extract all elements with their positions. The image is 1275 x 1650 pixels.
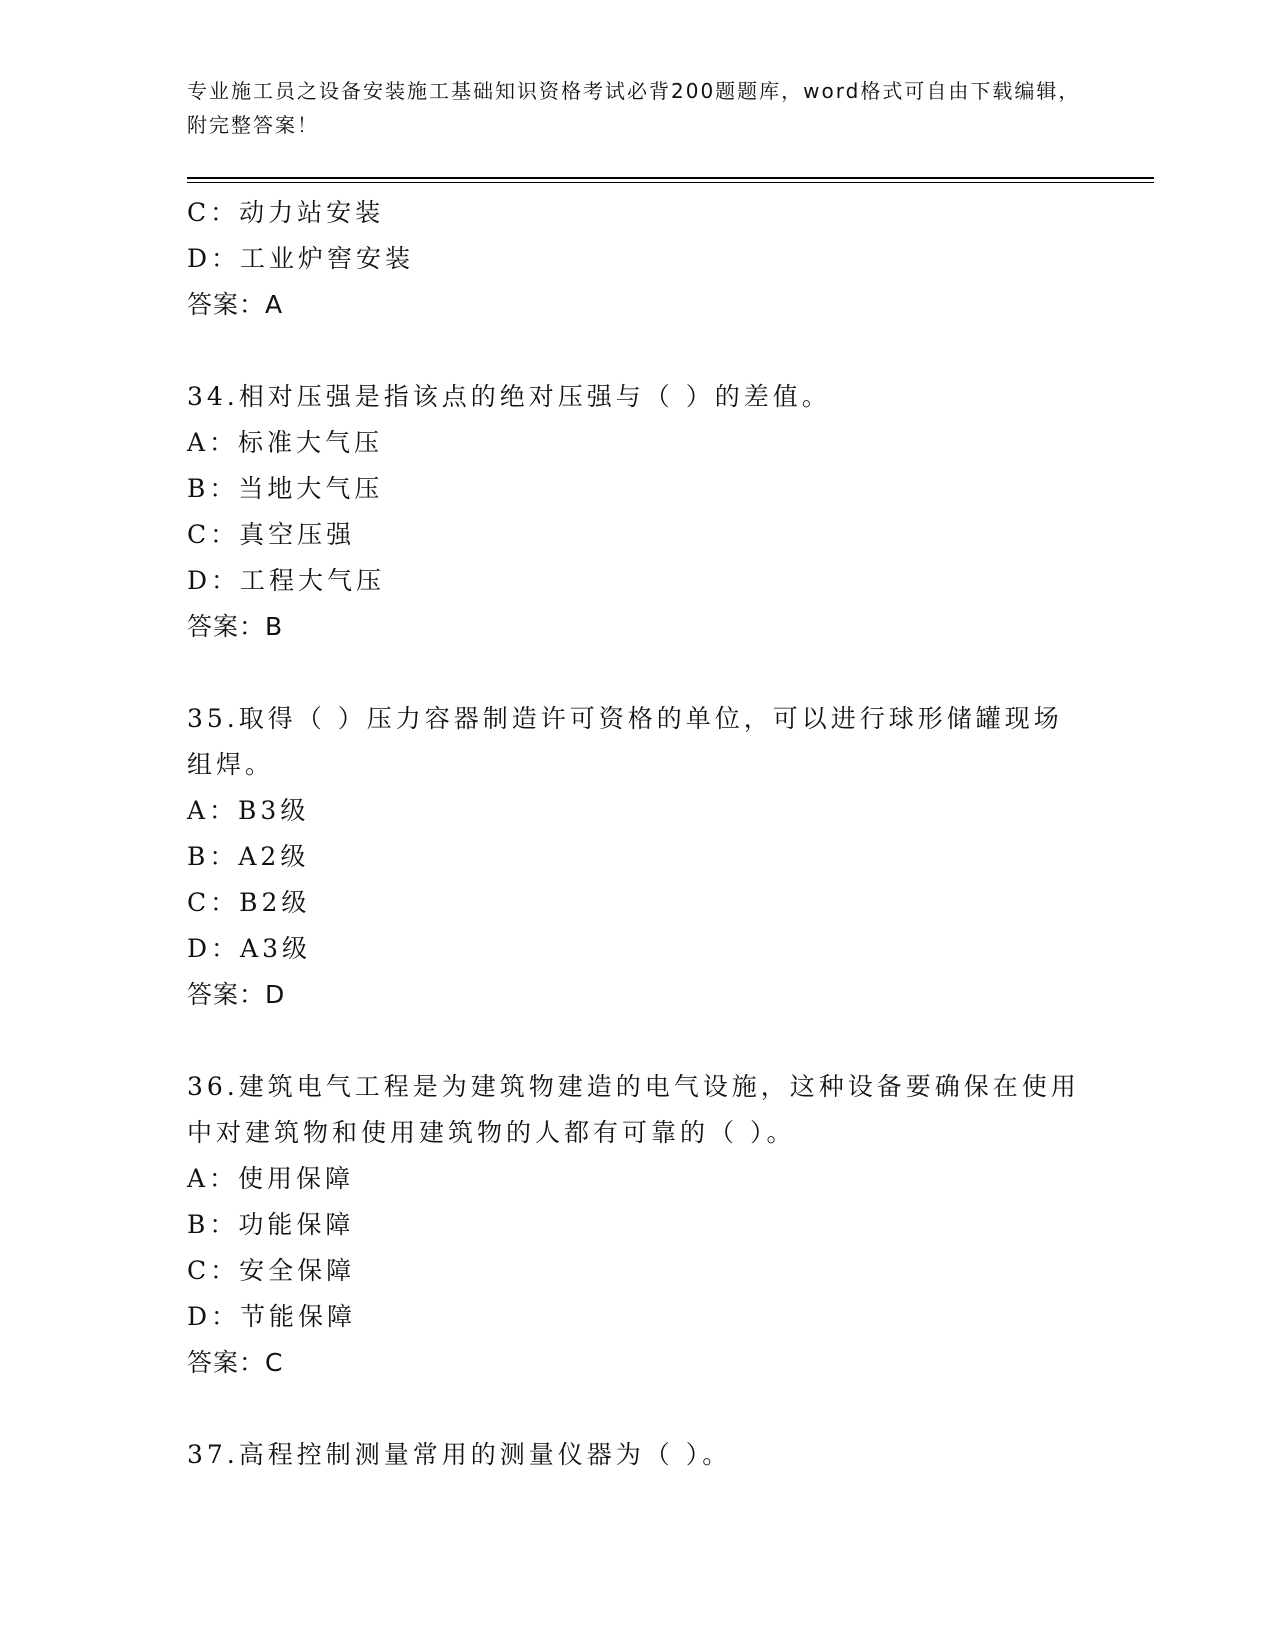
option-b: B：当地大气压 — [187, 474, 384, 503]
option-a: A：B3级 — [187, 796, 310, 825]
option-c: C：安全保障 — [187, 1256, 356, 1285]
option-b: B：A2级 — [187, 842, 310, 871]
option-d: D：A3级 — [187, 934, 312, 963]
question-34-text: 34.相对压强是指该点的绝对压强与（ ）的差值。 — [187, 382, 831, 411]
question-35-text-line1: 35.取得（ ）压力容器制造许可资格的单位，可以进行球形储罐现场 — [187, 704, 1063, 733]
question-35-text-line2: 组焊。 — [187, 750, 275, 779]
answer: 答案：D — [187, 980, 286, 1009]
header-divider-thick — [187, 177, 1154, 179]
page-header: 专业施工员之设备安装施工基础知识资格考试必背200题题库，word格式可自由下载编辑，附完整答案！ — [187, 79, 1081, 137]
question-36-text-line2: 中对建筑物和使用建筑物的人都有可靠的（ ）。 — [187, 1118, 796, 1147]
question-content — [187, 190, 1087, 1478]
answer: 答案：A — [187, 290, 284, 319]
option-c: C：动力站安装 — [187, 198, 385, 227]
option-c: C：真空压强 — [187, 520, 356, 549]
question-36-text-line1: 36.建筑电气工程是为建筑物建造的电气设施，这种设备要确保在使用 — [187, 1072, 1080, 1101]
option-c: C：B2级 — [187, 888, 311, 917]
option-a: A：使用保障 — [187, 1164, 355, 1193]
answer: 答案：B — [187, 612, 284, 641]
answer: 答案：C — [187, 1348, 284, 1377]
option-b: B：功能保障 — [187, 1210, 355, 1239]
option-a: A：标准大气压 — [187, 428, 384, 457]
question-37-text: 37.高程控制测量常用的测量仪器为（ ）。 — [187, 1440, 732, 1469]
header-divider-thin — [187, 182, 1154, 183]
option-d: D：节能保障 — [187, 1302, 357, 1331]
option-d: D：工业炉窖安装 — [187, 244, 415, 273]
option-d: D：工程大气压 — [187, 566, 386, 595]
